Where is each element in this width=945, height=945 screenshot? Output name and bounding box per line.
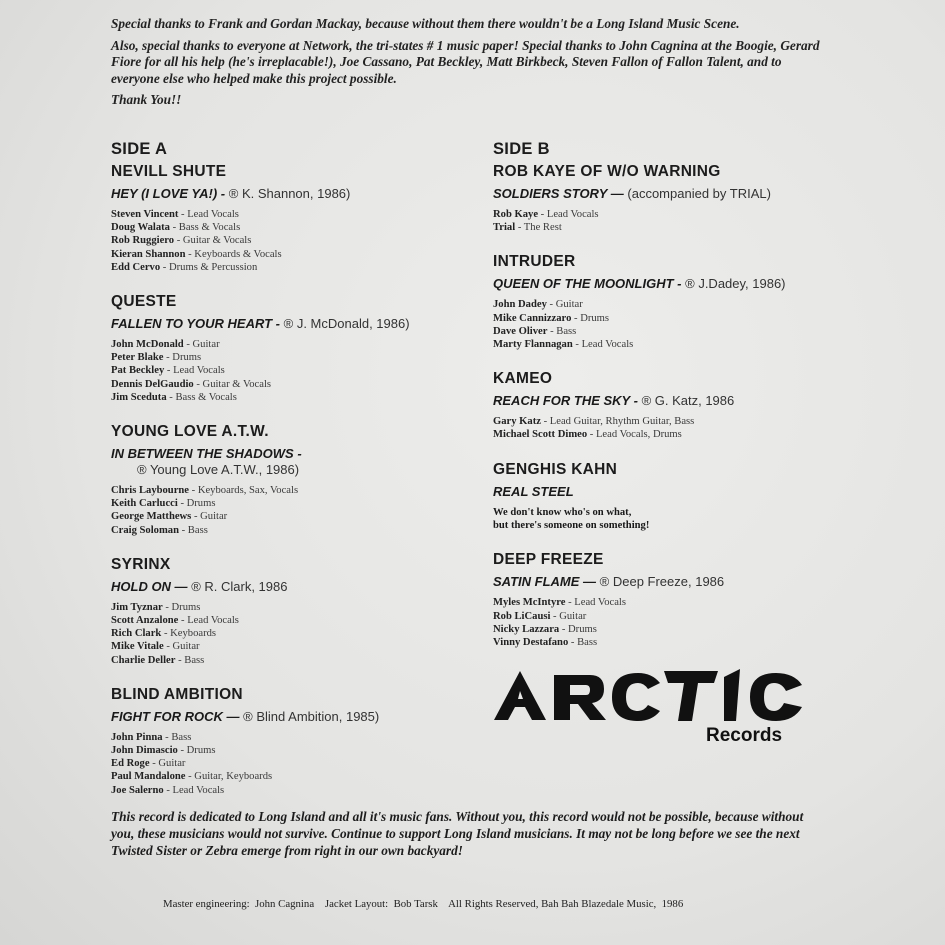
song-title: REAL STEEL [493, 483, 574, 499]
member-name: Jim Sceduta [111, 391, 167, 403]
song-line [493, 393, 863, 409]
logo-letter-t [664, 671, 718, 721]
member-name: Marty Flannagan [493, 339, 573, 351]
band-block [493, 253, 863, 351]
member-name: Rich Clark [111, 628, 162, 640]
band-name: NEVILL SHUTE [111, 163, 227, 180]
logo-letter-i [724, 669, 740, 721]
member-item [493, 623, 863, 636]
member-role: - Keyboards [161, 628, 217, 640]
member-role: - Lead Vocals [178, 615, 239, 627]
member-item [111, 654, 481, 667]
member-name: Charlie Deller [111, 654, 176, 666]
member-role: - Bass [547, 325, 577, 337]
member-role: - Drums & Percussion [160, 261, 258, 273]
thanks-paragraph-3: Thank You!! [111, 92, 182, 107]
song-title: IN BETWEEN THE SHADOWS - [111, 446, 302, 462]
member-name: Vinny Destafano [493, 637, 569, 649]
song-credit: ® J.Dadey, 1986) [685, 276, 786, 292]
member-list [111, 484, 481, 537]
song-line [111, 316, 481, 332]
member-name: Nicky Lazzara [493, 623, 560, 635]
thanks-section [111, 16, 831, 114]
member-list [111, 601, 481, 667]
member-item [111, 524, 481, 537]
member-name: Peter Blake [111, 352, 164, 364]
records-label: Records [706, 725, 783, 746]
member-role: - Keyboards, Sax, Vocals [189, 485, 299, 497]
band-block [493, 551, 863, 649]
band-name: KAMEO [493, 370, 553, 388]
member-item [111, 744, 481, 757]
member-name: Dave Oliver [493, 325, 548, 337]
member-list [111, 208, 481, 274]
member-name: Chris Laybourne [111, 485, 189, 497]
member-item [111, 248, 481, 261]
member-name: Rob LiCausi [493, 610, 551, 622]
song-title: SATIN FLAME — [493, 574, 597, 590]
member-item [111, 234, 481, 247]
member-item [493, 596, 863, 609]
footer-rights: All Rights Reserved, Bah Bah Blazedale Music, 1986 [448, 898, 684, 910]
band-name: GENGHIS KAHN [493, 460, 618, 478]
member-item [493, 610, 863, 623]
song-credit: (accompanied by TRIAL) [627, 186, 771, 201]
member-role: - Drums [162, 601, 201, 613]
member-role: - Drums [559, 623, 597, 635]
band-name: BLIND AMBITION [111, 685, 243, 703]
member-name: John Dimascio [111, 745, 178, 757]
member-item [111, 640, 481, 653]
member-role: - Keyboards & Vocals [185, 248, 282, 260]
member-item [493, 338, 863, 351]
member-role: - Guitar & Vocals [193, 378, 272, 390]
member-name: Trial [493, 222, 516, 234]
song-credit: ® G. Katz, 1986 [641, 393, 735, 409]
member-role: - Guitar [191, 511, 228, 523]
member-role: - Bass [178, 524, 208, 536]
song-line [493, 484, 863, 500]
band-name: YOUNG LOVE A.T.W. [111, 423, 269, 441]
member-item [111, 731, 481, 744]
song-title: QUEEN OF THE MOONLIGHT - [493, 276, 682, 292]
member-list [493, 208, 863, 234]
member-role: - Bass [175, 654, 205, 666]
member-role: - The Rest [515, 222, 562, 234]
side-a-track-list [111, 163, 481, 797]
song-credit: ® K. Shannon, 1986) [228, 186, 351, 201]
member-item [111, 510, 481, 523]
member-name: Pat Beckley [111, 365, 165, 377]
song-title: SOLDIERS STORY — [493, 186, 624, 201]
footer-credits [163, 898, 683, 910]
member-name: Jim Tyznar [111, 601, 163, 613]
member-name: Keith Carlucci [111, 498, 178, 510]
member-name: Rob Kaye [493, 209, 539, 220]
member-item [493, 298, 863, 311]
member-item [111, 497, 481, 510]
band-name: SYRINX [111, 555, 171, 573]
member-name: Scott Anzalone [111, 615, 179, 627]
song-line [493, 186, 863, 202]
logo-letter-c2 [750, 673, 802, 721]
member-role: - Lead Vocals [164, 365, 225, 377]
member-item [493, 208, 863, 221]
member-list [493, 415, 863, 441]
member-item [493, 312, 863, 325]
song-credit: ® Deep Freeze, 1986 [599, 574, 725, 590]
member-item [111, 391, 481, 404]
song-line [111, 186, 481, 202]
footer-mastering: Master engineering: John Cagnina [163, 898, 315, 910]
member-role: - Bass [162, 731, 192, 743]
member-list [493, 596, 863, 649]
member-role: - Guitar [546, 299, 583, 311]
member-name: George Matthews [111, 511, 192, 523]
member-item [111, 208, 481, 221]
member-item [111, 614, 481, 627]
member-item [493, 221, 863, 234]
band-block [111, 423, 481, 537]
song-line [111, 446, 481, 478]
footer-layout: Jacket Layout: Bob Tarsk [324, 898, 438, 910]
member-role: - Guitar [149, 758, 186, 770]
member-item [111, 784, 481, 797]
member-name: Paul Mandalone [111, 771, 186, 783]
member-list [493, 298, 863, 351]
side-b-track-list [493, 163, 863, 649]
song-credit: ® Blind Ambition, 1985) [243, 708, 380, 724]
member-role: - Lead Vocals [178, 209, 239, 220]
dedication-text: This record is dedicated to Long Island and all it's music fans. Without you, this record would not be possible, because without you, these musicians would not survive. Continue to support Long Island musicians. It may not be long before we see the next Twisted Sister or Zebra emerge from right in our own backyard! [111, 809, 804, 858]
member-item [111, 351, 481, 364]
member-item [111, 338, 481, 351]
song-title: FIGHT FOR ROCK — [111, 708, 240, 724]
member-item [111, 627, 481, 640]
song-credit: ® J. McDonald, 1986) [283, 316, 410, 332]
member-item [111, 261, 481, 274]
band-block [111, 293, 481, 404]
band-name: ROB KAYE OF W/O WARNING [493, 163, 721, 180]
song-line [493, 574, 863, 590]
member-item [493, 325, 863, 338]
band-block [111, 686, 481, 797]
member-role: - Guitar [550, 610, 587, 622]
member-role: - Lead Guitar, Rhythm Guitar, Bass [540, 416, 695, 428]
member-item [111, 757, 481, 770]
member-name: Dennis DelGaudio [111, 378, 194, 390]
song-title: HOLD ON — [111, 578, 188, 594]
member-item [111, 484, 481, 497]
member-name: Joe Salerno [111, 784, 164, 796]
band-note: but there's someone on something! [493, 520, 650, 532]
member-role: - Bass & Vocals [169, 222, 241, 234]
member-role: - Guitar [183, 339, 220, 351]
member-name: Doug Walata [111, 222, 170, 234]
member-name: John McDonald [111, 339, 184, 351]
member-item [111, 221, 481, 234]
side-a-heading: SIDE A [111, 140, 168, 158]
member-role: - Lead Vocals [572, 339, 634, 351]
song-title: HEY (I LOVE YA!) - [111, 186, 226, 201]
band-note: We don't know who's on what, [493, 506, 632, 518]
song-credit: ® Young Love A.T.W., 1986) [137, 462, 300, 478]
member-name: Edd Cervo [111, 261, 161, 273]
member-role: - Lead Vocals [565, 597, 626, 609]
member-item [111, 378, 481, 391]
song-credit: ® R. Clark, 1986 [191, 578, 288, 594]
thanks-paragraph-2: Also, special thanks to everyone at Network, the tri-states # 1 music paper! Special thanks to John Cagnina at the Boogie, Gerard Fiore for all his help (he's irreplacable!), Joe Cassano, Pat Beckley, Matt Birkbeck, Steven Fallon of Fallon Talent, and to everyone else who helped make this project possible. [111, 37, 820, 86]
member-role: - Guitar & Vocals [174, 235, 252, 247]
member-role: - Drums [177, 745, 216, 757]
member-name: Myles McIntyre [493, 597, 566, 609]
song-title: FALLEN TO YOUR HEART - [111, 316, 281, 332]
member-role: - Guitar, Keyboards [185, 771, 273, 783]
band-name: INTRUDER [493, 253, 576, 271]
member-name: Steven Vincent [111, 209, 179, 220]
member-role: - Bass [568, 637, 598, 649]
member-name: Kieran Shannon [111, 248, 186, 260]
member-role: - Lead Vocals [538, 209, 599, 220]
member-role: - Guitar [163, 641, 200, 653]
logo-letter-r [554, 675, 606, 720]
member-role: - Drums [177, 498, 216, 510]
member-role: - Bass & Vocals [166, 391, 237, 403]
member-role: - Lead Vocals, Drums [587, 429, 682, 441]
member-item [493, 415, 863, 428]
band-name: QUESTE [111, 293, 177, 311]
band-block [111, 556, 481, 667]
member-name: Michael Scott Dimeo [493, 429, 588, 441]
thanks-paragraph-1: Special thanks to Frank and Gordan Mackay, because without them there wouldn't be a Long Island Music Scene. [111, 16, 740, 31]
member-name: Mike Vitale [111, 641, 164, 653]
member-name: Craig Soloman [111, 524, 179, 536]
member-role: - Drums [163, 352, 202, 364]
song-line [111, 709, 481, 725]
member-name: Mike Cannizzaro [493, 312, 572, 324]
band-block [493, 163, 863, 234]
band-block [111, 163, 481, 274]
logo-letter-c [612, 673, 660, 721]
song-line [493, 276, 863, 292]
song-title: REACH FOR THE SKY - [493, 393, 638, 409]
song-line [111, 579, 481, 595]
member-role: - Drums [571, 312, 610, 324]
member-item [111, 601, 481, 614]
member-list [111, 731, 481, 797]
member-item [111, 364, 481, 377]
member-item [493, 428, 863, 441]
member-name: John Dadey [493, 299, 547, 311]
side-b-heading: SIDE B [493, 140, 550, 158]
member-list [111, 338, 481, 404]
band-name: DEEP FREEZE [493, 551, 604, 569]
member-name: Ed Roge [111, 758, 150, 770]
band-block [493, 370, 863, 441]
member-name: John Pinna [111, 731, 163, 743]
member-name: Gary Katz [493, 416, 541, 428]
side-b-column [493, 140, 863, 668]
side-a-column [111, 140, 481, 816]
member-item [493, 636, 863, 649]
member-name: Rob Ruggiero [111, 235, 175, 247]
member-item [111, 770, 481, 783]
member-role: - Lead Vocals [163, 784, 225, 796]
band-block [493, 461, 863, 533]
